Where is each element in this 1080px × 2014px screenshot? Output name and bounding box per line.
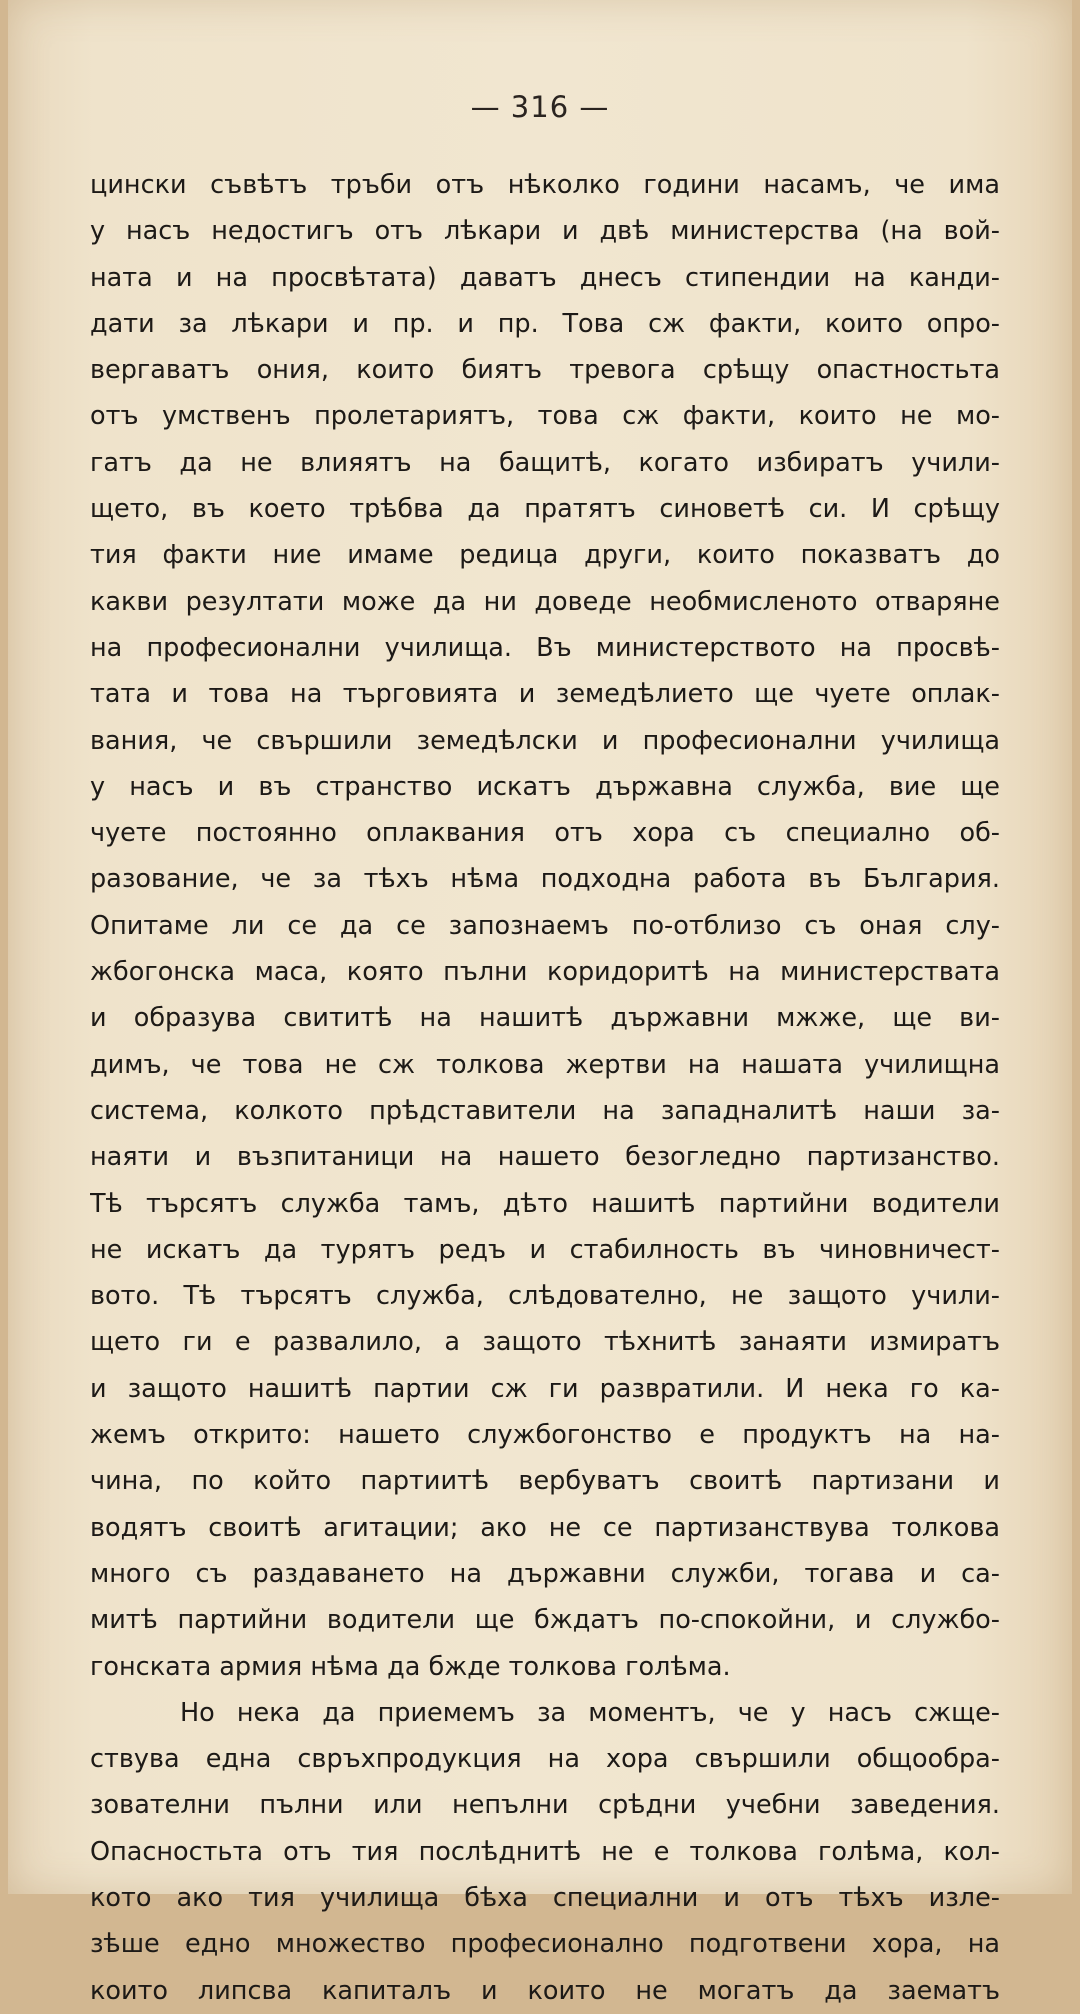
text-line: жбогонска маса, която пълни коридоритѣ на министерствата [90, 957, 1000, 988]
text-line: ствува една свръхпродукция на хора свършили общообра- [90, 1744, 1000, 1775]
text-line: Опасностьта отъ тия послѣднитѣ не е толкова голѣма, кол- [90, 1836, 1000, 1867]
text-line: гатъ да не влияятъ на бащитѣ, когато избиратъ учили- [90, 447, 1000, 478]
text-line: щето ги е развалило, а защото тѣхнитѣ занаяти измиратъ [90, 1327, 1000, 1358]
text-line: чина, по който партиитѣ вербуватъ своитѣ партизани и [90, 1466, 1000, 1497]
text-line: какви резултати може да ни доведе необмисленото отваряне [90, 586, 1000, 617]
page-number: — 316 — [470, 90, 610, 124]
text-line: Тѣ търсятъ служба тамъ, дѣто нашитѣ партийни водители [90, 1188, 1000, 1219]
text-line: зователни пълни или непълни срѣдни учебни заведения. [90, 1790, 1000, 1821]
text-line: гонската армия нѣма да бжде толкова голѣма. [90, 1651, 731, 1682]
text-line: вания, че свършили земедѣлски и професионални училища [90, 725, 1000, 756]
body-text [90, 162, 1000, 2014]
text-line: на професионални училища. Въ министерството на просвѣ- [90, 632, 1000, 663]
text-line: много съ раздаването на държавни служби, тогава и са- [90, 1558, 1000, 1589]
text-line: система, колкото прѣдставители на западналитѣ наши за- [90, 1095, 1000, 1126]
text-line: тия факти ние имаме редица други, които показватъ до [90, 540, 1000, 571]
text-line: у насъ и въ странство искатъ държавна служба, вие ще [90, 771, 1000, 802]
text-line: наяти и възпитаници на нашето безогледно партизанство. [90, 1142, 1000, 1173]
text-line: дати за лѣкари и пр. и пр. Това сж факти, които опро- [90, 308, 1000, 339]
text-line: тата и това на търговията и земедѣлието ще чуете оплак- [90, 679, 1000, 710]
text-line: които липсва капиталъ и които не могатъ да заематъ [90, 1975, 1000, 2006]
text-line: Но нека да приемемъ за моментъ, че у насъ сжще- [180, 1697, 1000, 1728]
paragraph-2 [90, 1690, 1000, 2014]
text-line: отъ умственъ пролетариятъ, това сж факти, които не мо- [90, 401, 1000, 432]
text-line: чуете постоянно оплаквания отъ хора съ специално об- [90, 818, 1000, 849]
paragraph-1 [90, 162, 1000, 1690]
text-line: цински съвѣтъ тръби отъ нѣколко години насамъ, че има [90, 170, 1000, 200]
text-line: вото. Тѣ търсятъ служба, слѣдователно, не защото учили- [90, 1281, 1000, 1312]
text-line: жемъ открито: нашето службогонство е продуктъ на на- [90, 1420, 1000, 1451]
text-line: и образува свититѣ на нашитѣ държавни мжже, ще ви- [90, 1003, 1000, 1034]
book-page [8, 0, 1072, 2006]
text-line: водятъ своитѣ агитации; ако не се партизанствува толкова [90, 1512, 1000, 1543]
text-line: Опитаме ли се да се запознаемъ по-отблизо съ оная слу- [90, 910, 1000, 941]
text-line: разование, че за тѣхъ нѣма подходна работа въ България. [90, 864, 1000, 895]
text-line: митѣ партийни водители ще бждатъ по-спокойни, и службо- [90, 1605, 1000, 1636]
text-line: кото ако тия училища бѣха специални и отъ тѣхъ изле- [90, 1882, 1000, 1913]
text-line: димъ, че това не сж толкова жертви на нашата училищна [90, 1049, 1000, 1080]
text-line: ната и на просвѣтата) даватъ днесъ стипендии на канди- [90, 262, 1000, 293]
text-line: зѣше едно множество професионално подготвени хора, на [90, 1929, 1000, 1960]
text-line: у насъ недостигъ отъ лѣкари и двѣ министерства (на вой- [90, 216, 1000, 247]
text-line: и защото нашитѣ партии сж ги развратили. И нека го ка- [90, 1373, 1000, 1404]
text-line: щето, въ което трѣбва да пратятъ синоветѣ си. И срѣщу [90, 494, 1000, 525]
text-line: вергаватъ ония, които биятъ тревога срѣщу опастностьта [90, 355, 1000, 386]
text-line: не искатъ да турятъ редъ и стабилность въ чиновничест- [90, 1234, 1000, 1265]
